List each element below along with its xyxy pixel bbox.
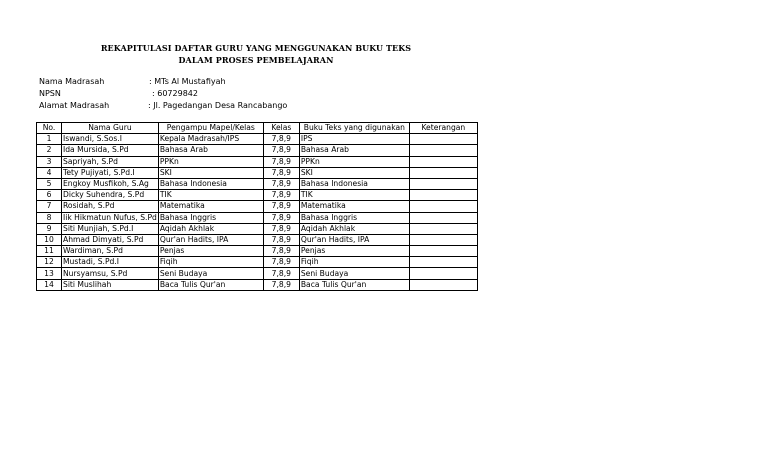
table-row (37, 223, 478, 234)
header-no: No. (37, 123, 62, 134)
cell-kelas: 7,8,9 (263, 246, 299, 257)
table-row (37, 234, 478, 245)
cell-kelas: 7,8,9 (263, 201, 299, 212)
cell-keterangan (409, 167, 477, 178)
info-value: : 60729842 (152, 89, 198, 98)
table-row (37, 190, 478, 201)
cell-pengampu-mapel: Bahasa Inggris (158, 212, 263, 223)
cell-pengampu-mapel: Kepala Madrasah/IPS (158, 134, 263, 145)
cell-pengampu-mapel: Bahasa Arab (158, 145, 263, 156)
cell-no: 1 (37, 134, 62, 145)
cell-no: 14 (37, 279, 62, 290)
table-row (37, 246, 478, 257)
header-pengampu-mapel: Pengampu Mapel/Kelas (158, 123, 263, 134)
cell-no: 5 (37, 178, 62, 189)
cell-pengampu-mapel: Baca Tulis Qur'an (158, 279, 263, 290)
cell-no: 11 (37, 246, 62, 257)
cell-nama-guru: Sapriyah, S.Pd (62, 156, 159, 167)
table-body (37, 134, 478, 291)
cell-no: 12 (37, 257, 62, 268)
cell-no: 6 (37, 190, 62, 201)
cell-keterangan (409, 156, 477, 167)
cell-kelas: 7,8,9 (263, 223, 299, 234)
cell-keterangan (409, 246, 477, 257)
cell-buku-teks: Penjas (299, 246, 409, 257)
cell-no: 2 (37, 145, 62, 156)
cell-nama-guru: Engkoy Musfikoh, S.Ag (62, 178, 159, 189)
cell-nama-guru: Siti Muslihah (62, 279, 159, 290)
cell-keterangan (409, 257, 477, 268)
cell-pengampu-mapel: Seni Budaya (158, 268, 263, 279)
cell-nama-guru: Dicky Suhendra, S.Pd (62, 190, 159, 201)
cell-buku-teks: Bahasa Arab (299, 145, 409, 156)
cell-pengampu-mapel: Qur'an Hadits, IPA (158, 234, 263, 245)
info-value: : MTs Al Mustafiyah (149, 77, 226, 86)
info-label: Alamat Madrasah (39, 101, 110, 110)
table-row (37, 279, 478, 290)
cell-pengampu-mapel: PPKn (158, 156, 263, 167)
cell-no: 3 (37, 156, 62, 167)
table-row (37, 134, 478, 145)
cell-kelas: 7,8,9 (263, 257, 299, 268)
cell-nama-guru: Siti Munjiah, S.Pd.I (62, 223, 159, 234)
cell-nama-guru: Ahmad Dimyati, S.Pd (62, 234, 159, 245)
cell-nama-guru: Rosidah, S.Pd (62, 201, 159, 212)
table-row (37, 268, 478, 279)
cell-kelas: 7,8,9 (263, 178, 299, 189)
cell-keterangan (409, 279, 477, 290)
info-label: Nama Madrasah (39, 77, 105, 86)
cell-pengampu-mapel: Fiqih (158, 257, 263, 268)
cell-no: 7 (37, 201, 62, 212)
cell-keterangan (409, 234, 477, 245)
cell-nama-guru: Wardiman, S.Pd (62, 246, 159, 257)
cell-nama-guru: Iswandi, S.Sos.I (62, 134, 159, 145)
table-header-row (37, 123, 478, 134)
cell-no: 4 (37, 167, 62, 178)
cell-buku-teks: PPKn (299, 156, 409, 167)
cell-nama-guru: Mustadi, S.Pd.I (62, 257, 159, 268)
cell-no: 13 (37, 268, 62, 279)
cell-keterangan (409, 212, 477, 223)
cell-keterangan (409, 134, 477, 145)
cell-buku-teks: Fiqih (299, 257, 409, 268)
cell-kelas: 7,8,9 (263, 156, 299, 167)
table-row (37, 201, 478, 212)
cell-buku-teks: Bahasa Indonesia (299, 178, 409, 189)
cell-kelas: 7,8,9 (263, 167, 299, 178)
header-kelas: Kelas (263, 123, 299, 134)
cell-no: 9 (37, 223, 62, 234)
table-row (37, 178, 478, 189)
cell-keterangan (409, 268, 477, 279)
cell-kelas: 7,8,9 (263, 145, 299, 156)
cell-keterangan (409, 201, 477, 212)
cell-pengampu-mapel: Penjas (158, 246, 263, 257)
cell-keterangan (409, 178, 477, 189)
cell-kelas: 7,8,9 (263, 212, 299, 223)
info-value: : Jl. Pagedangan Desa Rancabango (148, 101, 288, 110)
cell-keterangan (409, 145, 477, 156)
cell-kelas: 7,8,9 (263, 279, 299, 290)
document-subtitle: DALAM PROSES PEMBELAJARAN (178, 55, 334, 65)
cell-kelas: 7,8,9 (263, 268, 299, 279)
cell-buku-teks: Aqidah Akhlak (299, 223, 409, 234)
table-row (37, 257, 478, 268)
table-row (37, 145, 478, 156)
document-title: REKAPITULASI DAFTAR GURU YANG MENGGUNAKAN BUKU TEKS (100, 43, 412, 53)
cell-keterangan (409, 190, 477, 201)
teacher-table (36, 122, 478, 291)
cell-nama-guru: Nursyamsu, S.Pd (62, 268, 159, 279)
cell-buku-teks: Seni Budaya (299, 268, 409, 279)
cell-pengampu-mapel: TIK (158, 190, 263, 201)
cell-buku-teks: IPS (299, 134, 409, 145)
cell-nama-guru: Iik Hikmatun Nufus, S.Pd (63, 212, 157, 222)
cell-buku-teks: Bahasa Inggris (299, 212, 409, 223)
cell-keterangan (409, 223, 477, 234)
cell-buku-teks: Qur'an Hadits, IPA (299, 234, 409, 245)
cell-kelas: 7,8,9 (263, 234, 299, 245)
cell-kelas: 7,8,9 (263, 134, 299, 145)
cell-nama-guru: Ida Mursida, S.Pd (62, 145, 159, 156)
cell-pengampu-mapel: Bahasa Indonesia (158, 178, 263, 189)
cell-pengampu-mapel: Aqidah Akhlak (158, 223, 263, 234)
table-row (37, 212, 478, 223)
header-keterangan: Keterangan (409, 123, 477, 134)
cell-kelas: 7,8,9 (263, 190, 299, 201)
header-buku-teks: Buku Teks yang digunakan (299, 123, 409, 134)
cell-buku-teks: Matematika (299, 201, 409, 212)
cell-pengampu-mapel: SKI (158, 167, 263, 178)
cell-pengampu-mapel: Matematika (158, 201, 263, 212)
cell-nama-guru: Tety Pujiyati, S.Pd.I (62, 167, 159, 178)
info-label: NPSN (39, 89, 61, 98)
table-row (37, 156, 478, 167)
table-row (37, 167, 478, 178)
cell-no: 8 (37, 212, 62, 223)
cell-buku-teks: TIK (299, 190, 409, 201)
header-nama-guru: Nama Guru (62, 123, 159, 134)
cell-no: 10 (37, 234, 62, 245)
cell-buku-teks: SKI (299, 167, 409, 178)
cell-buku-teks: Baca Tulis Qur'an (299, 279, 409, 290)
